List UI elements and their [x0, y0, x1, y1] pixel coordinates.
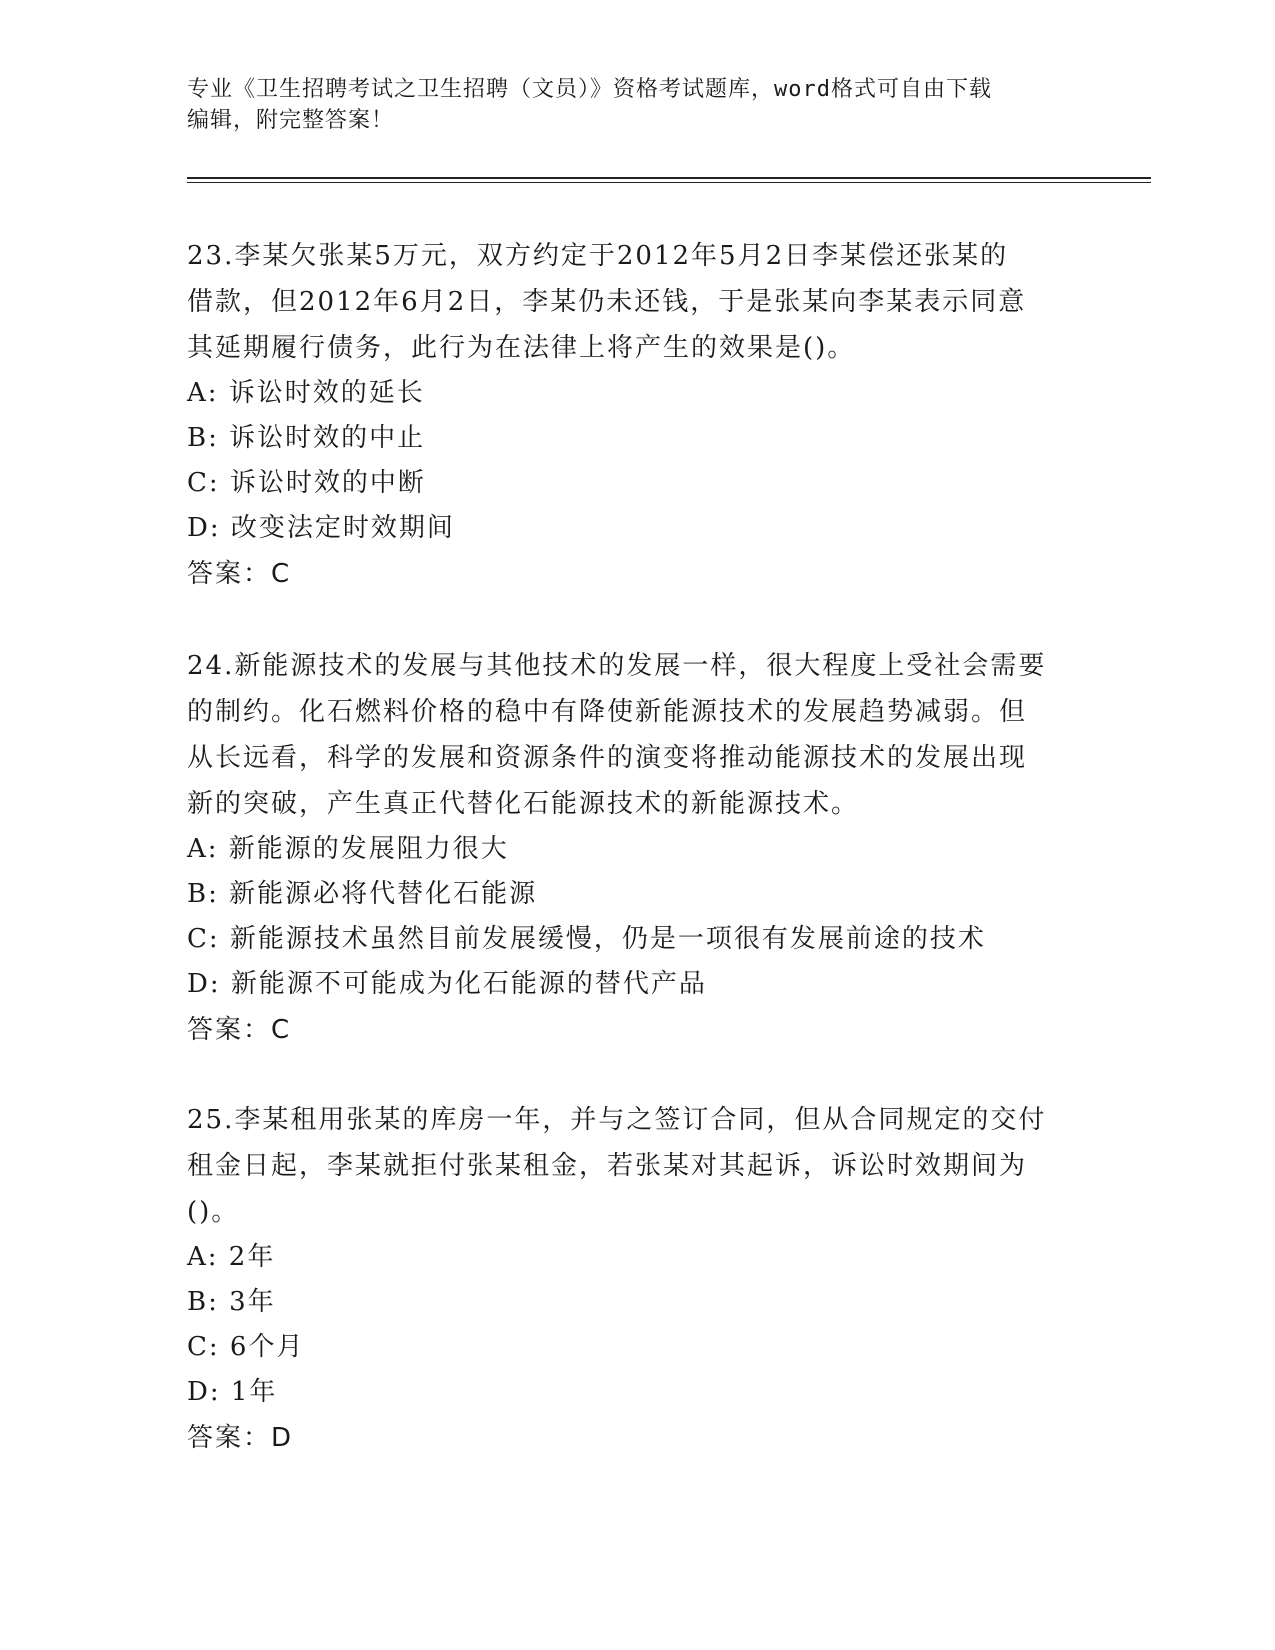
option-a: A: 诉讼时效的延长: [187, 378, 425, 408]
question-25: [187, 1097, 1087, 1461]
question-stem-line: 从长远看，科学的发展和资源条件的演变将推动能源技术的发展出现: [187, 743, 1028, 773]
option-d: D: 改变法定时效期间: [187, 513, 455, 543]
option-c: C: 新能源技术虽然目前发展缓慢，仍是一项很有发展前途的技术: [187, 924, 986, 954]
question-stem-line: ()。: [187, 1197, 240, 1227]
question-stem-line: 新的突破，产生真正代替化石能源技术的新能源技术。: [187, 789, 860, 819]
question-stem-line: 借款，但2012年6月2日，李某仍未还钱，于是张某向李某表示同意: [187, 287, 1027, 317]
option-b: B: 诉讼时效的中止: [187, 423, 426, 453]
question-stem-line: 其延期履行债务，此行为在法律上将产生的效果是()。: [187, 333, 856, 363]
question-23: [187, 233, 1087, 597]
question-stem-line: 23.李某欠张某5万元，双方约定于2012年5月2日李某偿还张某的: [187, 241, 1009, 271]
answer-line: 答案：C: [187, 559, 292, 589]
header-divider-thin: [187, 182, 1151, 183]
option-d: D: 新能源不可能成为化石能源的替代产品: [187, 969, 707, 999]
header-line-2: 编辑，附完整答案！: [187, 108, 395, 133]
question-stem-line: 25.李某租用张某的库房一年，并与之签订合同，但从合同规定的交付: [187, 1105, 1047, 1135]
option-d: D: 1年: [187, 1377, 278, 1407]
question-24: [187, 643, 1087, 1053]
answer-line: 答案：C: [187, 1015, 292, 1045]
answer-line: 答案：D: [187, 1423, 294, 1453]
option-a: A: 2年: [187, 1242, 276, 1272]
question-stem-line: 租金日起，李某就拒付张某租金，若张某对其起诉，诉讼时效期间为: [187, 1151, 1028, 1181]
document-header: [187, 74, 1067, 136]
option-b: B: 3年: [187, 1287, 276, 1317]
option-c: C: 6个月: [187, 1332, 305, 1362]
header-divider-thick: [187, 177, 1151, 179]
question-stem-line: 的制约。化石燃料价格的稳中有降使新能源技术的发展趋势减弱。但: [187, 697, 1028, 727]
option-c: C: 诉讼时效的中断: [187, 468, 426, 498]
option-b: B: 新能源必将代替化石能源: [187, 879, 538, 909]
header-line-1: 专业《卫生招聘考试之卫生招聘（文员）》资格考试题库，word格式可自由下载: [187, 77, 992, 102]
question-stem-line: 24.新能源技术的发展与其他技术的发展一样，很大程度上受社会需要: [187, 651, 1047, 681]
option-a: A: 新能源的发展阻力很大: [187, 834, 509, 864]
